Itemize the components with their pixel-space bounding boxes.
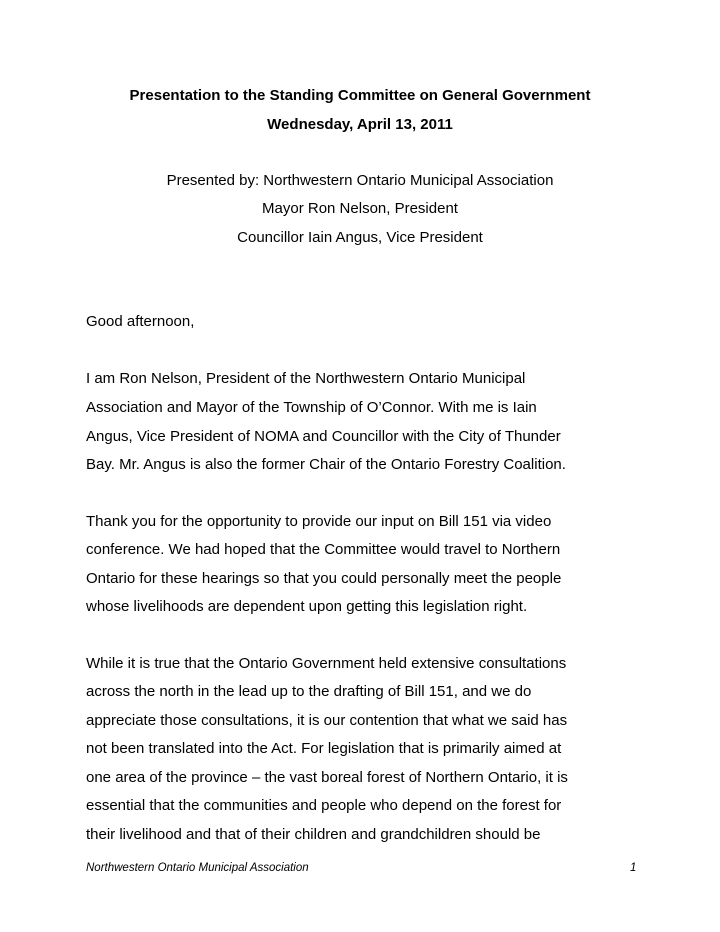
paragraph-line: Thank you for the opportunity to provide our input on Bill 151 via video xyxy=(86,513,552,530)
paragraph-line: appreciate those consultations, it is our contention that what we said has xyxy=(86,712,568,729)
paragraph-line: Ontario for these hearings so that you could personally meet the people xyxy=(86,570,562,587)
greeting: Good afternoon, xyxy=(86,313,195,330)
paragraph-line: conference. We had hoped that the Committee would travel to Northern xyxy=(86,541,561,558)
footer-organization: Northwestern Ontario Municipal Association xyxy=(86,862,309,874)
presenter-line-2: Councillor Iain Angus, Vice President xyxy=(237,229,483,246)
paragraph-line: not been translated into the Act. For legislation that is primarily aimed at xyxy=(86,740,562,757)
paragraph-line: I am Ron Nelson, President of the Northwestern Ontario Municipal xyxy=(86,370,526,387)
paragraph-line: Angus, Vice President of NOMA and Councillor with the City of Thunder xyxy=(86,428,561,445)
footer-page-number: 1 xyxy=(630,862,637,874)
paragraph-line: Bay. Mr. Angus is also the former Chair of the Ontario Forestry Coalition. xyxy=(86,456,566,473)
paragraph-line: While it is true that the Ontario Government held extensive consultations xyxy=(86,655,567,672)
presenter-line-1: Mayor Ron Nelson, President xyxy=(262,200,458,217)
presentation-date: Wednesday, April 13, 2011 xyxy=(267,116,453,133)
presented-by-line: Presented by: Northwestern Ontario Municipal Association xyxy=(166,172,554,189)
paragraph-line: essential that the communities and people who depend on the forest for xyxy=(86,797,562,814)
paragraph-line: whose livelihoods are dependent upon getting this legislation right. xyxy=(86,598,528,615)
paragraph-line: across the north in the lead up to the drafting of Bill 151, and we do xyxy=(86,683,532,700)
paragraph-line: their livelihood and that of their children and grandchildren should be xyxy=(86,826,541,843)
paragraph-line: Association and Mayor of the Township of O’Connor. With me is Iain xyxy=(86,399,537,416)
paragraph-line: one area of the province – the vast boreal forest of Northern Ontario, it is xyxy=(86,769,568,786)
document-title: Presentation to the Standing Committee on General Government xyxy=(129,87,591,104)
